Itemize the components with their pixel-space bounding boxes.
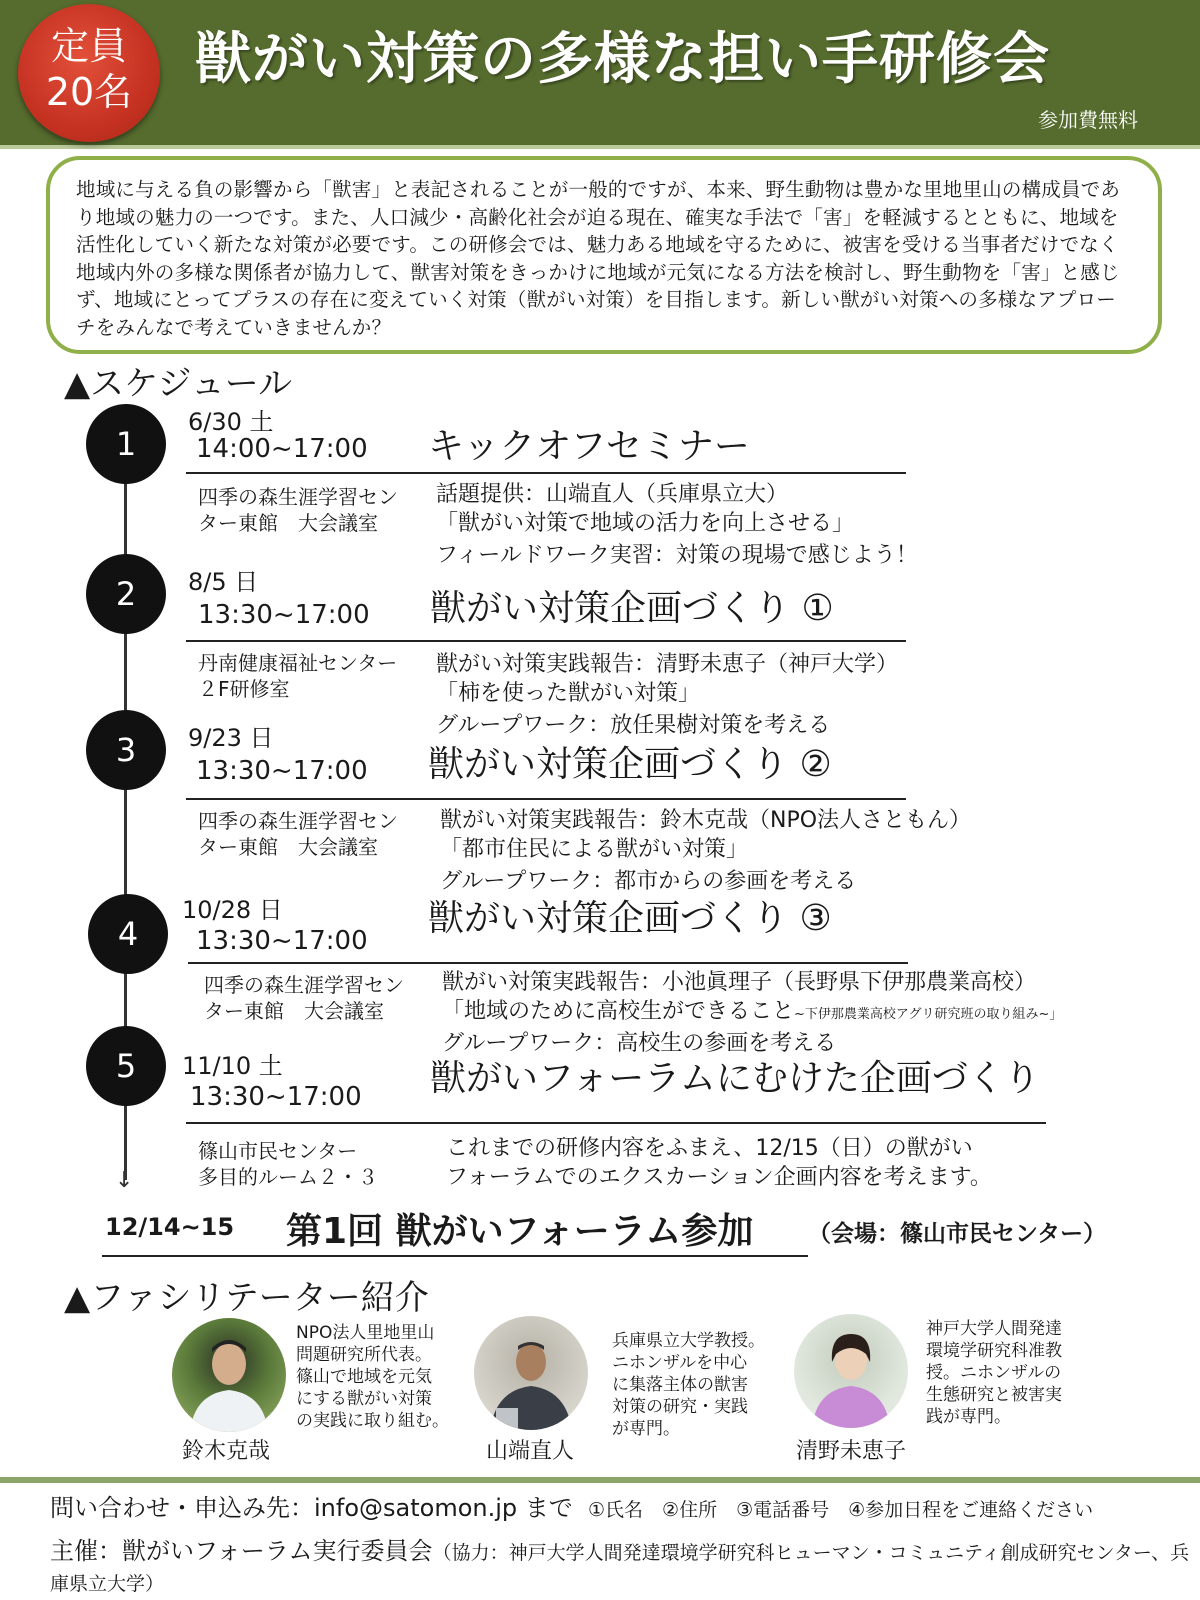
desc-line: グループワーク：放任果樹対策を考える — [436, 713, 831, 738]
desc-line: の実践に取り組む。 — [296, 1411, 449, 1431]
session-time: 13:30~17:00 — [196, 756, 368, 786]
desc-line: にする獣がい対策 — [296, 1389, 432, 1409]
desc-line: 話題提供：山端直人（兵庫県立大） — [436, 482, 789, 507]
capacity-label: 定員 — [50, 24, 127, 68]
session-description — [446, 1134, 992, 1195]
header-divider — [0, 145, 1200, 149]
desc-line: 生態研究と被害実 — [926, 1385, 1062, 1405]
facilitator-photo — [794, 1314, 908, 1428]
session-description — [440, 806, 971, 896]
session-time: 13:30~17:00 — [196, 926, 368, 956]
session-event: 獣がいフォーラムにむけた企画づくり — [430, 1058, 1040, 1099]
session-venue — [198, 1138, 378, 1190]
desc-line: グループワーク：都市からの参画を考える — [440, 869, 857, 894]
person-silhouette-icon — [794, 1314, 908, 1428]
desc-line — [436, 509, 918, 541]
session-number: 1 — [86, 404, 166, 484]
desc-line: 篠山で地域を元気 — [296, 1367, 432, 1387]
session-date: 6/30 土 — [188, 408, 274, 436]
desc-text: 「柿を使った獣がい対策」 — [436, 681, 701, 706]
schedule-heading: ▲スケジュール — [64, 364, 293, 404]
capacity-badge — [18, 4, 160, 142]
timeline-arrow-icon: ↓ — [115, 1168, 134, 1193]
desc-text: 「獣がい対策で地域の活力を向上させる」 — [436, 511, 855, 536]
intro-box — [46, 156, 1162, 354]
venue-line: 丹南健康福祉センター — [198, 651, 398, 675]
facilitator-name: 鈴木克哉 — [182, 1439, 271, 1464]
facilitator-name: 清野未恵子 — [796, 1439, 907, 1464]
session-venue — [198, 484, 398, 536]
desc-line — [440, 835, 971, 867]
forum-rule — [102, 1255, 808, 1257]
venue-line: ター東館 大会議室 — [198, 835, 378, 859]
desc-line: フィールドワーク実習：対策の現場で感じよう！ — [436, 543, 918, 568]
session-venue — [198, 808, 398, 860]
session-venue — [198, 650, 397, 702]
session-event: 獣がい対策企画づくり ③ — [428, 898, 832, 939]
venue-line: 篠山市民センター — [198, 1139, 358, 1163]
contact-items: ①氏名 ②住所 ③電話番号 ④参加日程をご連絡ください — [588, 1499, 1094, 1521]
session-number: 4 — [88, 894, 168, 974]
facilitator-name: 山端直人 — [486, 1439, 575, 1464]
session-time: 14:00~17:00 — [196, 434, 368, 464]
desc-line: が専門。 — [612, 1419, 680, 1439]
session-time: 13:30~17:00 — [198, 600, 370, 630]
desc-line — [442, 997, 1062, 1029]
desc-text: 「地域のために高校生ができること — [442, 999, 795, 1024]
desc-line: 授。ニホンザルの — [926, 1363, 1062, 1383]
session-date: 8/5 日 — [188, 568, 259, 596]
facilitator-description — [612, 1330, 765, 1440]
desc-line: ニホンザルを中心 — [612, 1353, 748, 1373]
desc-small: ~下伊那農業高校アグリ研究班の取り組み~」 — [794, 1007, 1063, 1022]
facilitator-description — [926, 1318, 1062, 1428]
desc-line: 問題研究所代表。 — [296, 1345, 432, 1365]
desc-line: 環境学研究科准教 — [926, 1341, 1062, 1361]
forum-date: 12/14~15 — [105, 1213, 235, 1241]
desc-line: 獣がい対策実践報告：鈴木克哉（NPO法人さともん） — [440, 808, 972, 833]
desc-line: 神戸大学人間発達 — [926, 1319, 1062, 1339]
venue-line: ター東館 大会議室 — [198, 511, 378, 535]
session-date: 10/28 日 — [182, 896, 283, 924]
session-date: 9/23 日 — [188, 724, 274, 752]
desc-line: 獣がい対策実践報告：清野未恵子（神戸大学） — [436, 652, 899, 677]
organizer-info — [50, 1537, 1190, 1599]
desc-line: 兵庫県立大学教授。 — [612, 1331, 765, 1351]
session-event: 獣がい対策企画づくり ② — [428, 744, 832, 785]
desc-line — [436, 679, 898, 711]
session-number: 5 — [86, 1026, 166, 1106]
contact-label: 問い合わせ・申込み先：info@satomon.jp まで — [50, 1494, 573, 1522]
session-venue — [204, 972, 404, 1024]
desc-line: に集落主体の獣害 — [612, 1375, 748, 1395]
session-event: 獣がい対策企画づくり ① — [430, 588, 834, 629]
facilitators-heading: ▲ファシリテーター紹介 — [64, 1278, 429, 1318]
facilitator-photo — [172, 1318, 286, 1432]
venue-line: 多目的ルーム２・３ — [198, 1165, 378, 1189]
venue-line: 四季の森生涯学習セン — [198, 809, 398, 833]
session-rule — [186, 798, 906, 800]
desc-line — [446, 1163, 992, 1195]
fee-note: 参加費無料 — [1038, 108, 1138, 132]
desc-line: 対策の研究・実践 — [612, 1397, 748, 1417]
session-number: 3 — [86, 710, 166, 790]
desc-text: フォーラムでのエクスカーション企画内容を考えます。 — [446, 1165, 992, 1190]
forum-venue: （会場：篠山市民センター） — [808, 1221, 1107, 1247]
venue-line: 四季の森生涯学習セン — [198, 485, 398, 509]
venue-line: 四季の森生涯学習セン — [204, 973, 404, 997]
person-silhouette-icon — [172, 1318, 286, 1432]
organizer-label: 主催：獣がいフォーラム実行委員会 — [50, 1537, 433, 1565]
desc-line: これまでの研修内容をふまえ、12/15（日）の獣がい — [446, 1136, 973, 1161]
session-rule — [186, 640, 906, 642]
facilitator-description — [296, 1322, 449, 1432]
session-description — [436, 650, 898, 740]
capacity-count: 20名 — [45, 70, 133, 114]
venue-line: ２F研修室 — [198, 677, 290, 701]
footer-divider — [0, 1477, 1200, 1483]
intro-text: 地域に与える負の影響から「獣害」と表記されることが一般的ですが、本来、野生動物は豊かな里地里山の構成員であり地域の魅力の一つです。また、人口減少・高齢化社会が迫る現在、確実な手法で「害」を軽減するとともに、地域を活性化していく新たな対策が必要です。この研修会では、魅力ある地域を守るために、被害を受ける当事者だけでなく地域内外の多様な関係者が協力して、獣害対策をきっかけに地域が元気になる方法を検討し、野生動物を「害」と感じず、地域にとってプラスの存在に変えていく対策（獣がい対策）を目指します。新しい獣がい対策への多様なアプローチをみんなで考えていきませんか？ — [76, 178, 1121, 339]
forum-title: 第1回 獣がいフォーラム参加 — [286, 1211, 754, 1252]
desc-line: 獣がい対策実践報告：小池眞理子（長野県下伊那農業高校） — [442, 970, 1037, 995]
organizer-coop: （協力：神戸大学人間発達環境学研究科ヒューマン・コミュニティ創成研究センター、兵庫県立大学） — [50, 1542, 1190, 1595]
page-title: 獣がい対策の多様な担い手研修会 — [195, 27, 1050, 92]
session-number: 2 — [86, 554, 166, 634]
session-description — [436, 480, 918, 570]
session-rule — [186, 1122, 1046, 1124]
venue-line: ター東館 大会議室 — [204, 999, 384, 1023]
session-description — [442, 968, 1062, 1058]
contact-info — [50, 1493, 1190, 1525]
session-event: キックオフセミナー — [428, 426, 750, 467]
desc-line: グループワーク：高校生の参画を考える — [442, 1031, 837, 1056]
session-date: 11/10 土 — [182, 1052, 283, 1080]
desc-line: NPO法人里地里山 — [296, 1323, 435, 1343]
session-rule — [188, 962, 908, 964]
session-time: 13:30~17:00 — [190, 1082, 362, 1112]
desc-line: 践が専門。 — [926, 1407, 1011, 1427]
session-rule — [186, 472, 906, 474]
desc-text: 「都市住民による獣がい対策」 — [440, 837, 749, 862]
person-silhouette-icon — [474, 1316, 588, 1430]
facilitator-photo — [474, 1316, 588, 1430]
